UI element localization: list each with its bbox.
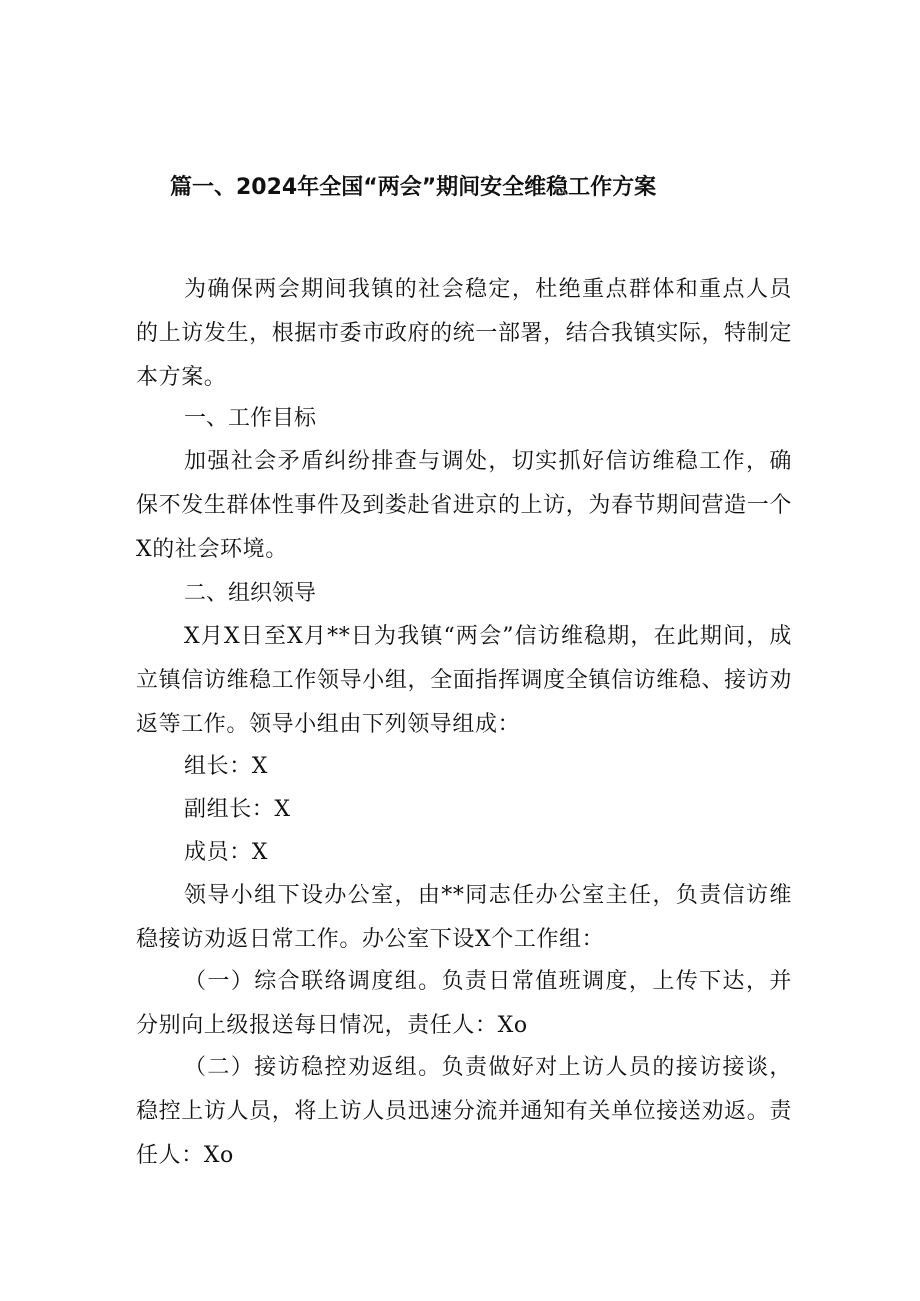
deputy-leader-line: 副组长：X	[184, 797, 291, 822]
group-reception-paragraph: （二）接访稳控劝返组。负责做好对上访人员的接访接谈，稳控上访人员，将上访人员迅速分流并通知有关单位接送劝返。责任人：Xo	[136, 1055, 792, 1168]
goals-paragraph: 加强社会矛盾纠纷排查与调处，切实抓好信访维稳工作，确保不发生群体性事件及到娄赴省进京的上访，为春节期间营造一个X的社会环境。	[136, 449, 792, 562]
leader-line: 组长：X	[184, 754, 269, 779]
section-heading-goals: 一、工作目标	[184, 406, 317, 431]
intro-paragraph: 为确保两会期间我镇的社会稳定，杜绝重点群体和重点人员的上访发生，根据市委市政府的统一部署，结合我镇实际，特制定本方案。	[136, 277, 792, 390]
section-heading-leadership: 二、组织领导	[184, 581, 317, 606]
leadership-paragraph: X月X日至X月**日为我镇“两会”信访维稳期，在此期间，成立镇信访维稳工作领导小组，全面指挥调度全镇信访维稳、接访劝返等工作。领导小组由下列领导组成：	[136, 624, 792, 737]
members-line: 成员：X	[184, 840, 269, 865]
office-paragraph: 领导小组下设办公室，由**同志任办公室主任，负责信访维稳接访劝返日常工作。办公室下设X个工作组：	[136, 883, 792, 952]
document-title: 篇一、2024年全国“两会”期间安全维稳工作方案	[170, 175, 657, 200]
group-coordination-paragraph: （一）综合联络调度组。负责日常值班调度，上传下达，并分别向上级报送每日情况，责任人：Xo	[136, 969, 792, 1038]
